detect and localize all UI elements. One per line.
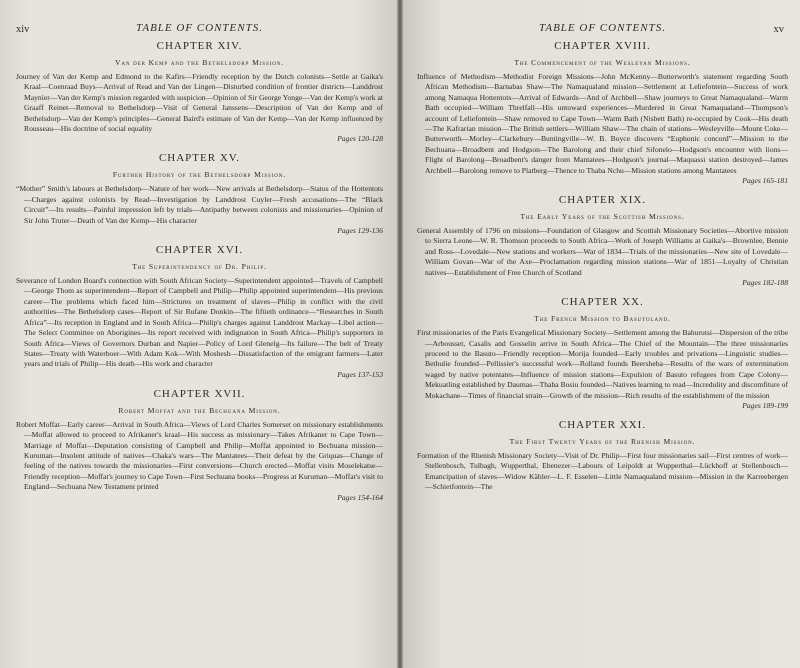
right-page bbox=[403, 0, 800, 668]
chapter-entry bbox=[417, 296, 788, 411]
chapter-heading: CHAPTER XVII. bbox=[153, 387, 246, 400]
chapter-heading: CHAPTER XVIII. bbox=[554, 40, 651, 52]
chapter-summary: Severance of London Board's connection with South African Society—Superintendent appointed—Travels of Campbell—George Thom as superintendent—Report of Campbell and Philip—Philip appointed superintendent—His previous career—The problems which faced him—Strictures on treatment of slaves—Philip in conflict with the civil authorities—The Bethelsdorp cases—Report of Sir Rufane Donkin—The fiftieth ordinance—“Researches in South Africa”—Its reception in England and in South Africa—Philip's charges against Landdrost Mackay—Libel action—The Select Committee on Aborigines—Its report received with indignation in South Africa—Philip's supporters in South Africa—Views of Governors Durban and Napier—Policy of Lord Glenelg—Its failure—The belt of Treaty States—Treaty with Waterboer—With Adam Kok—With Moshesh—Dissatisfaction of the emigrant farmers—Later years and trials of Philip—His death—His work and character bbox=[16, 276, 383, 369]
chapter-summary: General Assembly of 1796 on missions—Foundation of Glasgow and Scottish Missionary Societies—Abortive mission to Sierra Leone—W. R. Thomson proceeds to South Africa—Work of Joseph Williams at Gaika's—Brownlee, Bennie and Ross—Lovedale—New stations and workers—War of 1834—Trials of the missionaries—New site of Lovedale—William Govan—War of the Axe—Proclamation regarding mission stations—War of 1851—Loyalty of Christian natives—Establishment of Free Church of Scotland bbox=[417, 226, 788, 277]
chapter-title: The Commencement of the Wesleyan Missions. bbox=[514, 58, 691, 67]
page-number: xv bbox=[773, 24, 784, 35]
chapter-summary: Journey of Van der Kemp and Edmond to the Kafirs—Friendly reception by the Dutch colonists—Settle at Gaika's Kraal—Coenraad Buys—Arrival of Read and Van der Lingen—Disturbed condition of frontier districts—Landdrost Maynier—Van der Kemp's mission regarded with suspicion—Opinion of Sir George Yonge—Van der Kemp's work at Graaff Reinet—Removal to Bethelsdorp—Visit of General Janssens—Description of Van der Kemp and of Bethelsdorp—Van der Kemp's principles—General Baird's estimate of Van der Kemp—Van der Kemp influenced by Rousseau—His doctrine of social equality bbox=[16, 72, 383, 134]
running-head bbox=[16, 6, 383, 35]
chapter-heading: CHAPTER XV. bbox=[158, 152, 241, 165]
chapter-title: The French Mission to Basutoland. bbox=[534, 314, 671, 324]
chapter-summary: Robert Moffat—Early career—Arrival in South Africa—Views of Lord Charles Somerset on missionary establishments—Moffat allowed to proceed to Afrikaner's kraal—His success as missionary—Takes Afrikaner to Cape Town—Marriage of Moffat—Deputation consisting of Campbell and Philip—Moffat appointed to Bechuana mission—Kuruman—Insolent attitude of natives—Chaka's wars—The Mantatees—Their defeat by the Griquas—Change of feeling of the natives towards the missionaries—First conversions—Church erected—Moffat visits Moselekatse—Friendly reception—Moffat's journey to Cape Town—First Sechuana books—Progress at Kuruman—Moffat's visit to England—Sechuana New Testament printed bbox=[16, 419, 383, 492]
chapter-pages: Pages 154-164 bbox=[337, 492, 383, 502]
chapter-entry bbox=[16, 388, 383, 503]
left-page bbox=[0, 0, 397, 668]
chapter-heading: CHAPTER XIX. bbox=[558, 194, 647, 207]
chapter-title: The Superintendency of Dr. Philip. bbox=[132, 262, 267, 272]
chapter-pages: Pages 182-188 bbox=[742, 278, 788, 288]
chapter-pages: Pages 129-136 bbox=[337, 226, 383, 236]
chapter-title: The First Twenty Years of the Rhenish Mission. bbox=[509, 436, 696, 446]
chapter-entry bbox=[16, 244, 383, 380]
chapter-heading: CHAPTER XVI. bbox=[155, 244, 244, 257]
chapter-entry bbox=[16, 152, 383, 236]
chapter-entry bbox=[16, 40, 383, 144]
running-title: TABLE OF CONTENTS. bbox=[136, 22, 263, 34]
chapter-entry bbox=[417, 194, 788, 288]
chapter-pages: Pages 120-128 bbox=[337, 134, 383, 144]
page-number: xiv bbox=[16, 24, 30, 35]
chapter-title: Robert Moffat and the Bechuana Mission. bbox=[118, 405, 281, 415]
chapter-heading: CHAPTER XXI. bbox=[558, 418, 647, 431]
chapter-title: Further History of the Bethelsdorp Mission. bbox=[112, 170, 287, 180]
chapter-pages: Pages 165-181 bbox=[742, 176, 788, 186]
chapter-pages: Pages 189-199 bbox=[742, 400, 788, 410]
chapter-pages: Pages 137-153 bbox=[337, 369, 383, 379]
chapter-summary: Influence of Methodism—Methodist Foreign Missions—John McKenny—Butterworth's statement regarding South African Methodism—Barnabas Shaw—The Namaqualand mission—Settlement at Leliefontein—Success of work among Namaqua Hottentots—Arrival of Edwards—And of Archbell—Shaw journeys to Great Namaqualand—Warm Bath occupied—William Threlfall—His untoward experiences—Murdered in Great Namaqualand—Thompson's account of Leliefontein—Shaw removed to Cape Town—Warm Bath (Nisbett Bath) re-occupied by Cook—His death—The Kafrarian mission—The British settlers—William Shaw—The chain of stations—Wesleyville—Mount Coke—Butterworth—Morley—Clarkebury—Buntingville—W. B. Boyce discovers “Euphonic concord”—Mission to the Bechuana—Broadbent and Hodgson—The Barolong and their chief Sifonelo—Hodgson's encounter with lions—Flight of Barolong—Broadbent's danger from Mantatees—Hodgson's journal—Maquassi station destroyed—James Archbell—Barolong remove to Platberg—Thence to Thaba Nchu—Mission stations among Mantatees bbox=[417, 72, 788, 175]
chapter-summary: First missionaries of the Paris Evangelical Missionary Society—Settlement among the Bahurutsi—Dispersion of the tribe—Arbousset, Casalis and Gosselin arrive in South Africa—The Chief of the Mountain—The three missionaries proceed to the Basuto—Friendly reception—Morija founded—Early troubles and privations—Linguistic studies—Bethulie founded—Pellissier's successful work—Rolland founds Beersheba—Results of the wars of extermination waged by native potentates—Influence of mission stations—Expulsion of Basuto refugees from Cape Colony—Mekuatling established by Daumas—Thaba Bosiu founded—Natives learning to read—Incredulity and discomfiture of Mokachane—Times of financial strain—Growth of the mission—Rich results of the establishment of the mission bbox=[417, 328, 788, 400]
chapter-title: The Early Years of the Scottish Missions. bbox=[520, 212, 685, 222]
chapter-heading: CHAPTER XIV. bbox=[156, 40, 243, 52]
chapter-entry bbox=[417, 40, 788, 186]
chapter-summary: “Mother” Smith's labours at Bethelsdorp—Nature of her work—New arrivals at Bethelsdorp—Status of the Hottentots—Charges against colonists by Read—Investigation by Landdrost Cuyler—Fresh accusations—The “Black Circuit”—Its results—Painful impression left by trials—Antipathy between colonists and missionaries—Opinion of Sir John Truter—Death of Van der Kemp—His character bbox=[16, 184, 383, 225]
chapter-heading: CHAPTER XX. bbox=[561, 296, 644, 309]
running-head bbox=[417, 6, 788, 35]
chapter-entry bbox=[417, 419, 788, 493]
chapter-title: Van der Kemp and the Bethelsdorp Mission. bbox=[114, 58, 285, 67]
chapter-summary: Formation of the Rhenish Missionary Society—Visit of Dr. Philip—First four missionaries sail—First centres of work—Stellenbosch, Tulbagh, Wupperthal, Ebenezer—Labours of Leipoldt at Wupperthal—Lückhoff at Stellenbosch—Emancipation of slaves—Widow Kähler—L. F. Esselen—Little Namaqualand mission—Mission in the Karreebergen—Schietfontein—The bbox=[417, 450, 788, 492]
running-title: TABLE OF CONTENTS. bbox=[539, 22, 666, 34]
